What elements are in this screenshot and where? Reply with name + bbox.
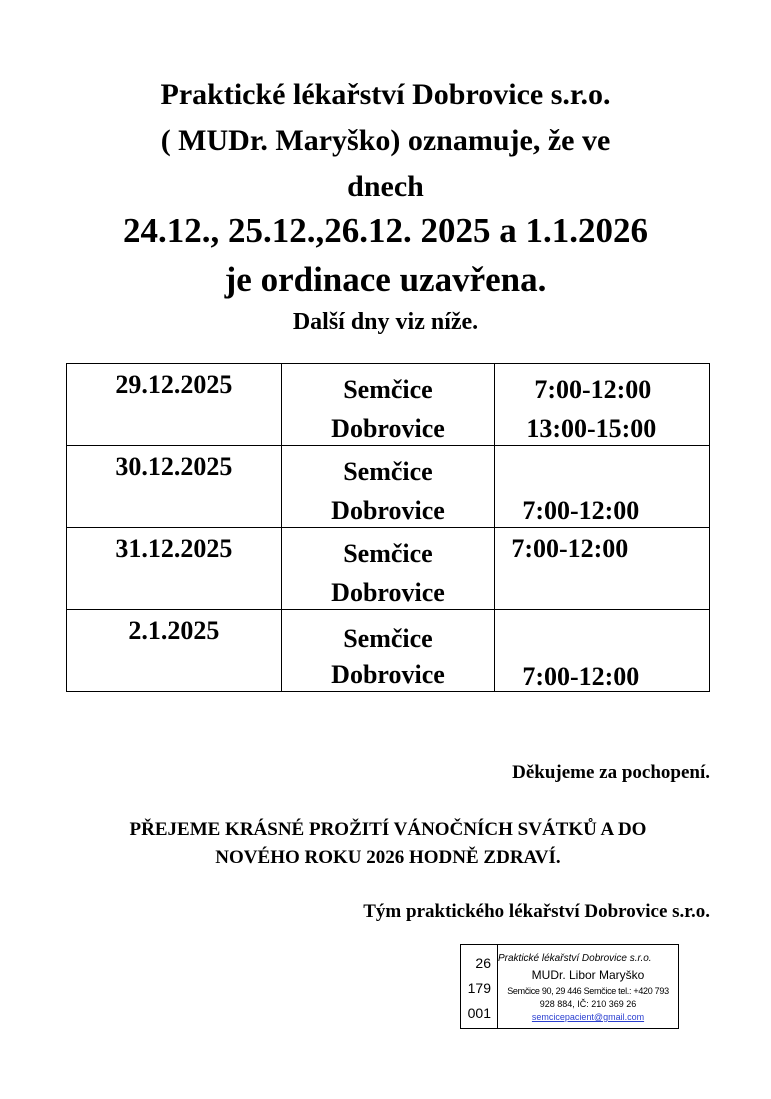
schedule-table	[66, 363, 710, 692]
intro-line: dnech	[347, 170, 424, 203]
stamp-code-line: 179	[467, 980, 491, 996]
closure-dates-line: 24.12., 25.12.,26.12. 2025 a 1.1.2026	[123, 211, 648, 250]
row-place-2: Dobrovice	[331, 414, 445, 443]
stamp-phone-ic: 928 884, IČ: 210 369 26	[539, 999, 637, 1009]
intro-line: Praktické lékařství Dobrovice s.r.o.	[160, 78, 611, 111]
announcement-intro	[60, 72, 711, 210]
row-time-2: 7:00-12:00	[522, 662, 640, 691]
intro-line: ( MUDr. Maryško) oznamuje, že ve	[160, 124, 611, 157]
table-row	[67, 528, 710, 610]
row-time-1: 7:00-12:00	[511, 534, 629, 563]
stamp-code-line: 001	[467, 1005, 491, 1021]
row-place-1: Semčice	[343, 624, 433, 653]
table-row	[67, 446, 710, 528]
table-row	[67, 610, 710, 692]
row-place-1: Semčice	[343, 375, 433, 404]
row-place-2: Dobrovice	[331, 496, 445, 525]
subtitle: Další dny viz níže.	[292, 309, 479, 335]
row-place-1: Semčice	[343, 457, 433, 486]
holiday-wishes	[66, 816, 710, 872]
row-date: 31.12.2025	[115, 534, 233, 563]
closure-status-line: je ordinace uzavřena.	[224, 260, 547, 299]
row-date: 30.12.2025	[115, 452, 233, 481]
practice-stamp	[460, 944, 679, 1029]
row-date: 2.1.2025	[128, 616, 220, 645]
stamp-address: Semčice 90, 29 446 Semčice tel.: +420 793	[507, 986, 669, 996]
stamp-code-line: 26	[475, 955, 491, 971]
stamp-doctor: MUDr. Libor Maryško	[531, 968, 645, 982]
stamp-body	[498, 945, 678, 1028]
stamp-email-link[interactable]: semcicepacient@gmail.com	[531, 1012, 645, 1022]
row-date: 29.12.2025	[115, 370, 233, 399]
row-place-2: Dobrovice	[331, 660, 445, 689]
table-row	[67, 364, 710, 446]
stamp-code	[461, 945, 498, 1028]
team-signature: Tým praktického lékařství Dobrovice s.r.o.	[363, 901, 710, 922]
thanks-note: Děkujeme za pochopení.	[512, 762, 710, 783]
wish-line: NOVÉHO ROKU 2026 HODNĚ ZDRAVÍ.	[215, 847, 561, 868]
row-time-2: 13:00-15:00	[526, 414, 657, 443]
stamp-company: Praktické lékařství Dobrovice s.r.o.	[498, 953, 652, 964]
row-place-2: Dobrovice	[331, 578, 445, 607]
row-time-2: 7:00-12:00	[522, 496, 640, 525]
wish-line: PŘEJEME KRÁSNÉ PROŽITÍ VÁNOČNÍCH SVÁTKŮ A DO	[129, 819, 647, 840]
row-place-1: Semčice	[343, 539, 433, 568]
closure-dates	[60, 206, 711, 304]
row-time-1: 7:00-12:00	[534, 375, 652, 404]
